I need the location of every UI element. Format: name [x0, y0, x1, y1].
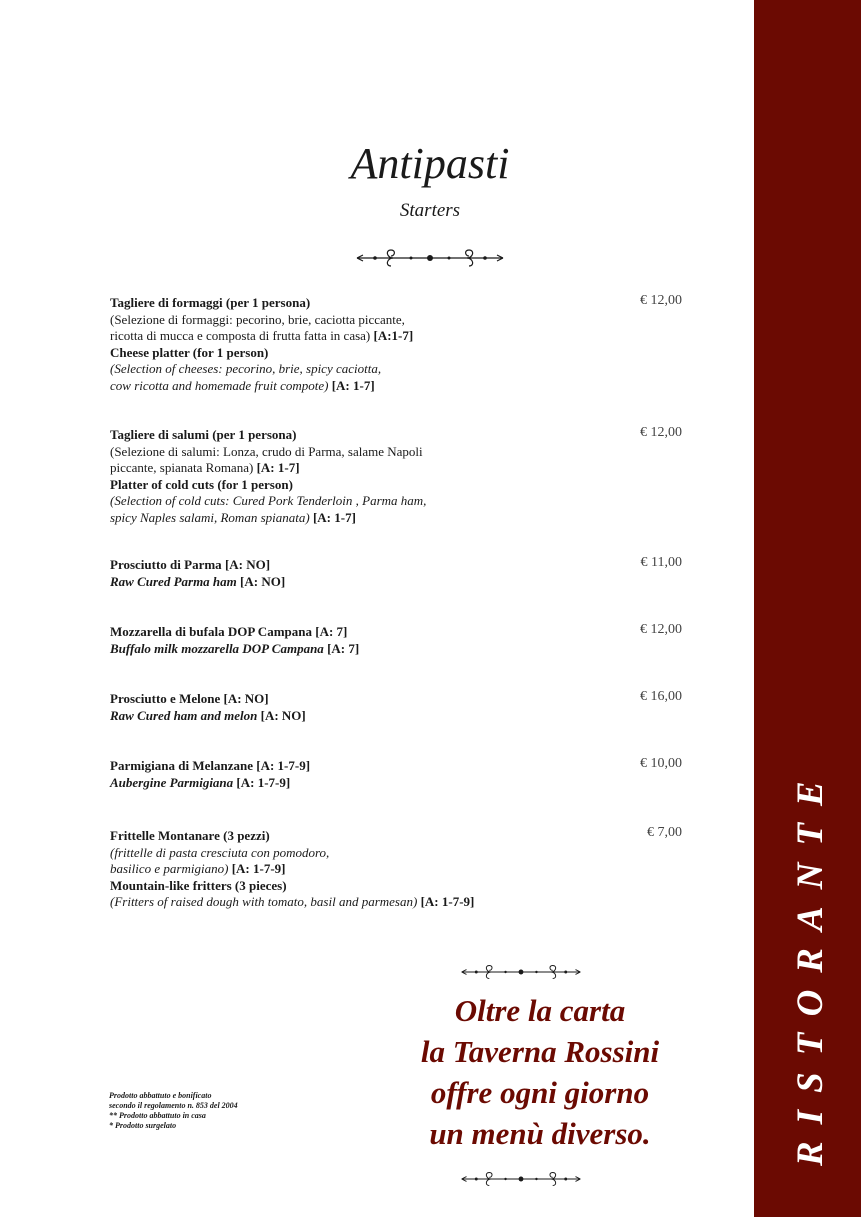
item-description: (Selezione di formaggi: pecorino, brie, caciotta piccante,: [110, 311, 405, 327]
promo-line: un menù diverso.: [429, 1116, 651, 1151]
item-price: € 10,00: [640, 756, 682, 771]
footnote-line: * Prodotto surgelato: [109, 1121, 177, 1130]
item-price: € 12,00: [640, 293, 682, 308]
item-name: Mozzarella di bufala DOP Campana: [110, 624, 312, 639]
promo-line: Oltre la carta: [454, 993, 626, 1028]
allergen-code: [A: NO]: [240, 573, 286, 589]
item-price: € 7,00: [647, 825, 682, 840]
item-name-english: Buffalo milk mozzarella DOP Campana: [110, 640, 324, 656]
scroll-ornament-icon: [460, 963, 582, 981]
item-name: Parmigiana di Melanzane: [110, 758, 253, 773]
item-name: Prosciutto e Melone: [110, 691, 221, 706]
item-description-english: (Fritters of raised dough with tomato, basil and parmesan): [110, 894, 418, 909]
footnote-line: ** Prodotto abbattuto in casa: [109, 1111, 206, 1120]
item-name: Prosciutto di Parma: [110, 557, 222, 572]
allergen-code: [A: 1-7-9]: [231, 861, 286, 876]
allergen-code: [A: 7]: [315, 624, 348, 639]
item-name-english: Cheese platter (for 1 person): [110, 344, 269, 360]
item-description: basilico e parmigiano): [110, 861, 229, 876]
menu-item: [110, 557, 580, 590]
item-price: € 12,00: [640, 622, 682, 637]
item-name: Tagliere di formaggi (per 1 persona): [110, 295, 311, 310]
allergen-code: [A: 1-7-9]: [420, 894, 475, 909]
allergen-code: [A: 1-7]: [256, 460, 300, 475]
allergen-code: [A: NO]: [260, 707, 306, 723]
allergen-code: [A:1-7]: [373, 328, 414, 343]
item-description-english: spicy Naples salami, Roman spianata): [110, 509, 310, 525]
item-price: € 11,00: [640, 555, 682, 570]
item-description: ricotta di mucca e composta di frutta fatta in casa): [110, 328, 371, 343]
item-price: € 16,00: [640, 689, 682, 704]
item-description: (Selezione di salumi: Lonza, crudo di Parma, salame Napoli: [110, 443, 423, 459]
allergen-code: [A: 1-7-9]: [236, 774, 291, 790]
allergen-code: [A: 1-7-9]: [256, 758, 311, 773]
allergen-code: [A: NO]: [224, 557, 271, 572]
menu-item: [110, 427, 580, 526]
allergen-code: [A: 7]: [327, 640, 360, 656]
promo-line: la Taverna Rossini: [420, 1034, 660, 1069]
item-name-english: Aubergine Parmigiana: [110, 774, 234, 790]
item-description: (frittelle di pasta cresciuta con pomodoro,: [110, 844, 330, 860]
promo-text: [350, 990, 730, 1154]
menu-item: [110, 828, 540, 911]
promo-line: offre ogni giorno: [430, 1075, 650, 1110]
item-name-english: Raw Cured Parma ham: [110, 573, 237, 589]
item-name-english: Platter of cold cuts (for 1 person): [110, 476, 293, 492]
item-description-english: (Selection of cheeses: pecorino, brie, spicy caciotta,: [110, 361, 382, 376]
side-label: RISTORANTE: [790, 764, 831, 1166]
allergen-code: [A: NO]: [223, 691, 269, 706]
item-description-english: (Selection of cold cuts: Cured Pork Tenderloin , Parma ham,: [110, 493, 427, 508]
item-name-english: Raw Cured ham and melon: [110, 707, 258, 723]
menu-item: [110, 691, 580, 724]
footnote-line: secondo il regolamento n. 853 del 2004: [109, 1101, 238, 1110]
page-title: Antipasti: [350, 139, 510, 188]
footnote-line: Prodotto abbattuto e bonificato: [109, 1091, 212, 1100]
item-name-english: Mountain-like fritters (3 pieces): [110, 877, 287, 893]
item-price: € 12,00: [640, 425, 682, 440]
item-description: piccante, spianata Romana): [110, 460, 254, 475]
item-name: Tagliere di salumi (per 1 persona): [110, 427, 297, 442]
page-subtitle: Starters: [399, 200, 461, 221]
footnote: [109, 1091, 349, 1131]
menu-item: [110, 758, 580, 791]
allergen-code: [A: 1-7]: [331, 377, 375, 393]
item-description-english: cow ricotta and homemade fruit compote): [110, 377, 329, 393]
scroll-ornament-icon: [460, 1170, 582, 1188]
menu-item: [110, 295, 580, 394]
allergen-code: [A: 1-7]: [312, 509, 356, 525]
menu-item: [110, 624, 580, 657]
scroll-ornament-icon: [355, 248, 505, 268]
item-name: Frittelle Montanare (3 pezzi): [110, 828, 270, 843]
